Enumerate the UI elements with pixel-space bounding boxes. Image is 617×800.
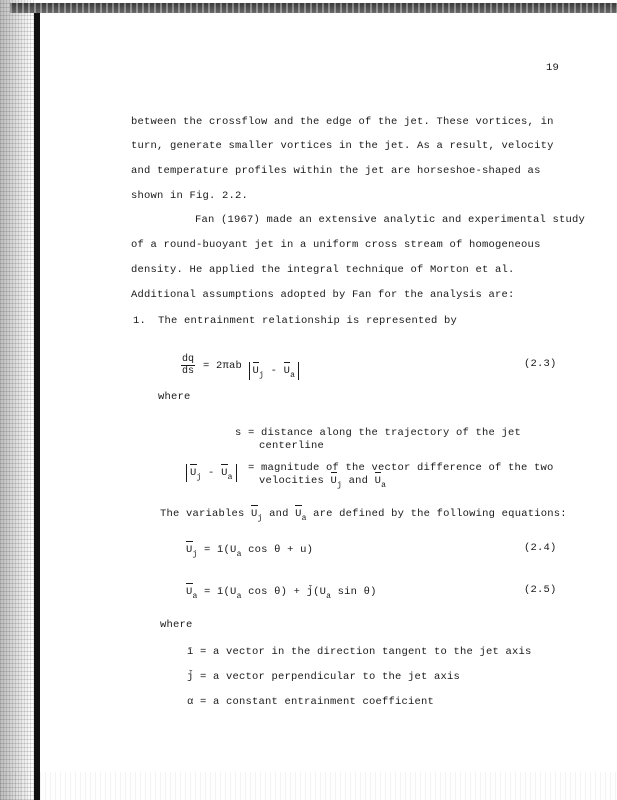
where-label: where [158,391,191,403]
paragraph-line: and temperature profiles within the jet are horseshoe-shaped as [131,165,541,177]
subscript-j: j [257,514,263,523]
subscript-a: a [326,592,332,601]
vector-U: U [252,365,260,377]
fraction-dq-ds [181,354,195,377]
equation-2-3 [203,360,299,380]
vector-U: U [251,508,258,520]
subscript-a: a [381,481,387,490]
subscript-j: j [196,473,202,482]
def-symbol-s: s [235,427,242,439]
equation-label: (2.3) [524,358,557,370]
vector-U: U [374,475,382,487]
subscript-j: j [337,481,343,490]
subscript-a: a [236,592,242,601]
equation-label: (2.4) [524,542,557,554]
variables-prefix: The variables [160,508,245,520]
equation-rhs-tail: sin θ) [331,586,377,598]
definition-line: ī = a vector in the direction tangent to the jet axis [187,646,532,658]
where-label: where [160,619,193,631]
paragraph-line: Additional assumptions adopted by Fan for the analysis are: [131,289,515,301]
def-s-text-cont: centerline [259,440,325,452]
and-word: and [348,475,369,487]
def-s-text: = distance along the trajectory of the jet [248,427,522,439]
definition-line: j̄ = a vector perpendicular to the jet axis [187,671,461,683]
list-number: 1. [133,315,147,327]
paragraph-line: shown in Fig. 2.2. [131,190,249,202]
bottom-edge-noise [0,772,617,800]
equation-rhs-prefix: = 2πab [203,360,243,372]
minus-sign: - [208,467,215,479]
vector-U: U [221,467,228,479]
paragraph-line: Fan (1967) made an extensive analytic and experimental study [195,214,586,226]
paragraph-line: turn, generate smaller vortices in the jet. As a result, velocity [131,140,554,152]
def-diff-text-cont [259,475,386,488]
subscript-j: j [192,550,198,559]
minus-sign: - [270,365,278,377]
equation-label: (2.5) [524,584,557,596]
paragraph-line: between the crossflow and the edge of the jet. These vortices, in [131,116,554,128]
vector-U: U [190,467,197,479]
def-diff-text: = magnitude of the vector difference of the two [248,462,554,474]
vector-U: U [330,475,338,487]
subscript-a: a [301,514,307,523]
fraction-denominator: ds [182,366,195,377]
subscript-a: a [236,550,242,559]
variables-suffix: are defined by the following equations: [313,508,567,520]
vector-U: U [295,508,302,520]
equation-mid: cos θ) + j̄(U [241,586,327,598]
subscript-a: a [290,371,296,380]
abs-diff-symbol [186,462,237,482]
subscript-a: a [227,473,233,482]
and-word: and [269,508,289,520]
fraction-numerator: dq [182,354,195,365]
equation-rhs: = ī(U [204,586,237,598]
variables-sentence [160,508,567,521]
vector-U: U [283,365,291,377]
page-number: 19 [546,62,560,74]
binding-shadow [34,6,40,800]
abs-value-group [249,362,300,380]
vector-U: U [186,586,193,598]
definition-line: α = a constant entrainment coefficient [187,696,435,708]
equation-2-4 [186,544,313,557]
subscript-a: a [192,592,198,601]
def-diff-prefix: velocities [259,475,325,487]
top-edge-shadow [10,3,617,13]
paragraph-line: density. He applied the integral technique of Morton et al. [131,264,515,276]
vector-U: U [186,544,193,556]
abs-value-group [186,464,237,482]
equation-rhs-tail: cos θ + u) [241,544,314,556]
subscript-j: j [259,371,265,380]
scan-edge-noise [0,0,34,800]
equation-2-5 [186,586,377,599]
equation-rhs: = ī(U [204,544,237,556]
list-item-text: The entrainment relationship is represented by [158,315,458,327]
paragraph-line: of a round-buoyant jet in a uniform cross stream of homogeneous [131,239,541,251]
